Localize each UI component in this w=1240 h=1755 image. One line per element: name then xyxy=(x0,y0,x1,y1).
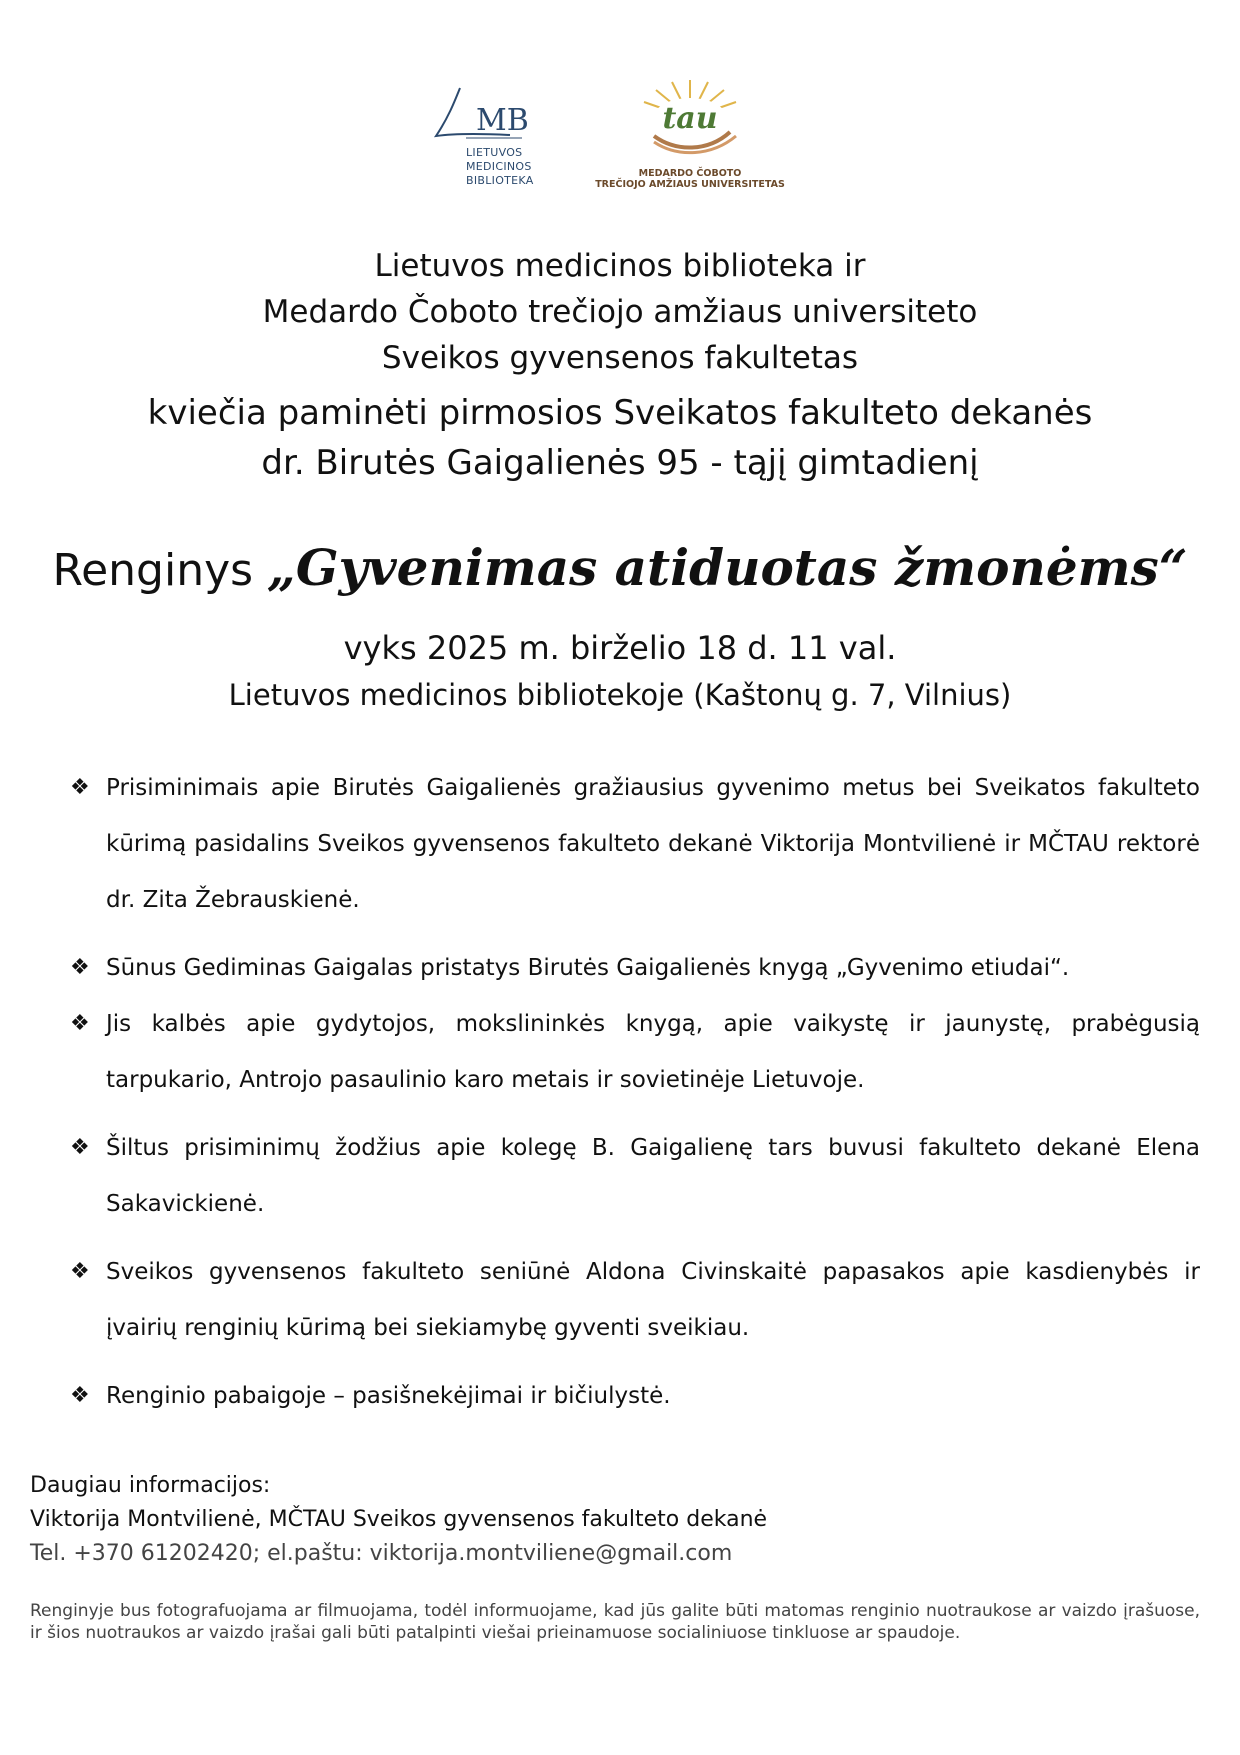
organizer-line: Sveikos gyvensenos fakultetas xyxy=(381,340,859,376)
diamond-bullet-icon: ❖ xyxy=(70,955,90,980)
contact-phone-email: Tel. +370 61202420; el.paštu: viktorija.montviliene@gmail.com xyxy=(30,1541,733,1566)
diamond-bullet-icon: ❖ xyxy=(70,1383,90,1408)
svg-text:tau: tau xyxy=(662,101,718,136)
invitation-block xyxy=(0,388,1240,488)
logo-row xyxy=(0,72,1240,202)
list-item: ❖ Sūnus Gediminas Gaigalas pristatys Birutės Gaigalienės knygą „Gyvenimo etiudai“. xyxy=(70,940,1200,996)
organizer-line: Medardo Čoboto trečiojo amžiaus universiteto xyxy=(262,294,978,330)
event-date: vyks 2025 m. birželio 18 d. 11 val. xyxy=(343,629,897,667)
lmb-logo xyxy=(430,78,540,198)
invitation-line: kviečia paminėti pirmosios Sveikatos fakulteto dekanės xyxy=(147,393,1093,433)
program-list xyxy=(70,760,1200,1424)
lmb-logo-mark xyxy=(430,78,540,148)
list-item: ❖ Sveikos gyvensenos fakulteto seniūnė Aldona Civinskaitė papasakos apie kasdienybės ir įvairių renginių kūrimą bei siekiamybę gyventi sveikiau. xyxy=(70,1244,1200,1356)
svg-text:MB: MB xyxy=(476,103,529,138)
contact-heading: Daugiau informacijos: xyxy=(30,1473,271,1498)
list-item: ❖ Šiltus prisiminimų žodžius apie kolegę B. Gaigalienę tars buvusi fakulteto dekanė Elena Sakavickienė. xyxy=(70,1120,1200,1232)
organizers-block xyxy=(0,243,1240,381)
event-prefix: Renginys xyxy=(52,545,254,596)
list-item: ❖ Jis kalbės apie gydytojos, mokslininkės knygą, apie vaikystę ir jaunystę, prabėgusią tarpukario, Antrojo pasaulinio karo metais ir sovietinėje Lietuvoje. xyxy=(70,996,1200,1108)
event-name: „Gyvenimas atiduotas žmonėms“ xyxy=(267,538,1188,597)
list-item: ❖ Renginio pabaigoje – pasišnekėjimai ir bičiulystė. xyxy=(70,1368,1200,1424)
event-location: Lietuvos medicinos bibliotekoje (Kaštonų g. 7, Vilnius) xyxy=(228,678,1012,712)
list-item: ❖ Prisiminimais apie Birutės Gaigalienės gražiausius gyvenimo metus bei Sveikatos fakulteto kūrimą pasidalins Sveikos gyvensenos fakulteto dekanė Viktorija Montvilienė ir MČTAU rektorė dr. Zita Žebrauskienė. xyxy=(70,760,1200,928)
organizer-line: Lietuvos medicinos biblioteka ir xyxy=(374,248,866,284)
photo-notice: Renginyje bus fotografuojama ar filmuojama, todėl informuojame, kad jūs galite būti matomas renginio nuotraukose ar vaizdo įrašuose, ir šios nuotraukos ar vaizdo įrašai gali būti patalpinti viešai prieinamuose socialiniuose tinkluose ar spaudoje. xyxy=(30,1601,1200,1643)
invitation-line: dr. Birutės Gaigalienės 95 - tąjį gimtadienį xyxy=(261,443,979,483)
tau-logo-text: MEDARDO ČOBOTO TREČIOJO AMŽIAUS UNIVERSITETAS xyxy=(595,168,785,190)
diamond-bullet-icon: ❖ xyxy=(70,1011,90,1036)
diamond-bullet-icon: ❖ xyxy=(70,775,90,800)
diamond-bullet-icon: ❖ xyxy=(70,1135,90,1160)
event-title xyxy=(0,538,1240,601)
tau-logo-mark xyxy=(580,72,800,168)
lmb-logo-text: LIETUVOS MEDICINOS BIBLIOTEKA xyxy=(466,146,534,187)
contact-person: Viktorija Montvilienė, MČTAU Sveikos gyvensenos fakulteto dekanė xyxy=(30,1507,768,1532)
tau-logo xyxy=(580,72,800,202)
contact-info xyxy=(30,1469,767,1571)
diamond-bullet-icon: ❖ xyxy=(70,1259,90,1284)
